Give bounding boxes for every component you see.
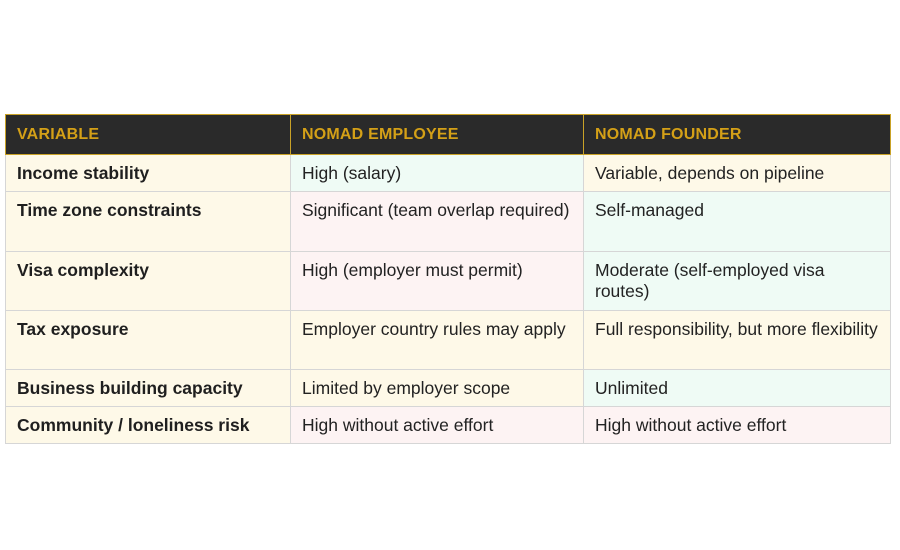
employee-cell: Limited by employer scope: [291, 370, 584, 407]
employee-cell: Significant (team overlap required): [291, 192, 584, 252]
table-row: [6, 192, 891, 252]
employee-cell: High without active effort: [291, 407, 584, 444]
employee-cell: Employer country rules may apply: [291, 311, 584, 370]
variable-cell: Time zone constraints: [6, 192, 291, 252]
variable-cell: Community / loneliness risk: [6, 407, 291, 444]
table-row: [6, 252, 891, 311]
comparison-table: [5, 114, 891, 444]
header-row: [6, 115, 891, 155]
variable-cell: Visa complexity: [6, 252, 291, 311]
founder-cell: Full responsibility, but more flexibility: [584, 311, 891, 370]
table-row: [6, 370, 891, 407]
table-row: [6, 407, 891, 444]
founder-cell: Unlimited: [584, 370, 891, 407]
header-variable: VARIABLE: [6, 115, 291, 155]
table-row: [6, 155, 891, 192]
header-nomad-employee: NOMAD EMPLOYEE: [291, 115, 584, 155]
founder-cell: Variable, depends on pipeline: [584, 155, 891, 192]
founder-cell: Moderate (self-employed visa routes): [584, 252, 891, 311]
employee-cell: High (salary): [291, 155, 584, 192]
founder-cell: Self-managed: [584, 192, 891, 252]
variable-cell: Tax exposure: [6, 311, 291, 370]
table-row: [6, 311, 891, 370]
table-header: [6, 115, 891, 155]
variable-cell: Income stability: [6, 155, 291, 192]
header-nomad-founder: NOMAD FOUNDER: [584, 115, 891, 155]
variable-cell: Business building capacity: [6, 370, 291, 407]
table-body: [6, 155, 891, 444]
founder-cell: High without active effort: [584, 407, 891, 444]
employee-cell: High (employer must permit): [291, 252, 584, 311]
